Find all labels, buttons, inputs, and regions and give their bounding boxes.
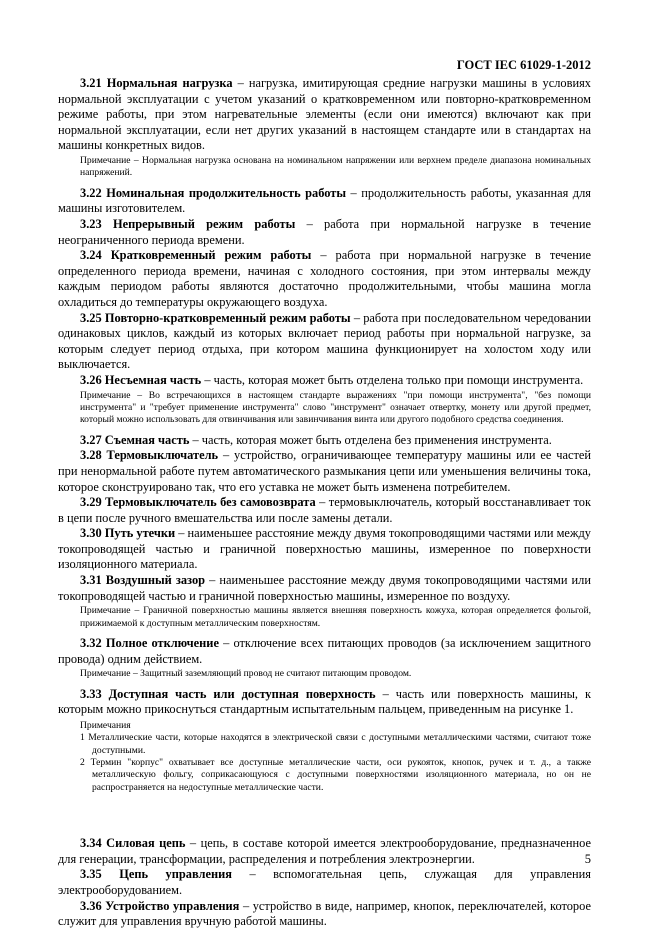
- term-number: 3.33: [80, 686, 102, 701]
- term-definition: – часть или поверхность машины, к которым можно прикоснуться стандартным испытательным пальцем, приведенным на рисунке 1.: [58, 686, 592, 717]
- term-number: 3.30: [80, 526, 102, 541]
- term-title: Доступная часть или доступная поверхность: [108, 686, 376, 701]
- term-definition: – устройство в виде, например, кнопок, переключателей, которое служит для управления вручную работой машины.: [58, 898, 591, 929]
- term-definition: – нагрузка, имитирующая средние нагрузки машины в условиях нормальной эксплуатации с учетом указаний о кратковременном или повторно-кратковременном режиме работы, при этом нагревательные элементы (если они имеются) включают как при нормальной эксплуатации, если нет других указаний в настоящем стандарте или в стандартах на машины конкретных видов.: [58, 76, 591, 153]
- term-title: Повторно-кратковременный режим работы: [104, 310, 351, 325]
- term-3-32: [58, 636, 591, 667]
- term-definition: – продолжительность работы, указанная для машины изготовителем.: [58, 185, 591, 216]
- note-3-32: Примечание – Защитный заземляющий провод не считают питающим проводом.: [80, 668, 412, 680]
- term-number: 3.36: [80, 898, 102, 913]
- term-number: 3.26: [80, 372, 102, 387]
- term-title: Устройство управления: [105, 898, 240, 913]
- term-title: Термовыключатель: [106, 448, 219, 463]
- term-definition: – термовыключатель, который восстанавливает ток в цепи после ручного вмешательства или после замены детали.: [58, 495, 591, 525]
- term-definition: – вспомогательная цепь, служащая для управления электрооборудованием.: [58, 867, 591, 898]
- term-definition: – работа при последовательном чередовании одинаковых циклов, каждый из которых включает период работы при нормальной нагрузке, за которым следует период отдыха, при котором машина функционирует на холостом ходу или выключается.: [58, 310, 592, 372]
- term-number: 3.24: [80, 248, 102, 263]
- term-3-35: [58, 867, 591, 898]
- term-number: 3.34: [80, 836, 102, 851]
- term-number: 3.21: [80, 76, 102, 90]
- term-title: Кратковременный режим работы: [110, 248, 312, 263]
- term-3-34: [58, 836, 591, 867]
- term-3-33: [58, 687, 591, 718]
- term-3-21: [58, 76, 591, 154]
- term-title: Непрерывный режим работы: [112, 216, 296, 231]
- notes-heading: Примечания: [80, 719, 131, 731]
- blank-space: [58, 794, 591, 836]
- note-3-21: Примечание – Нормальная нагрузка основана на номинальном напряжении или верхнем пределе диапазона номинальных напряжений.: [80, 154, 591, 179]
- term-title: Путь утечки: [104, 526, 176, 541]
- term-number: 3.23: [80, 216, 102, 231]
- term-title: Полное отключение: [105, 636, 219, 651]
- term-3-30: [58, 526, 591, 573]
- term-title: Воздушный зазор: [105, 573, 206, 588]
- note-3-31: Примечание – Граничной поверхностью машины является внешняя поверхность кожуха, которая определяется фольгой, прижимаемой к доступным металлическим поверхностям.: [80, 605, 591, 629]
- term-3-27: [58, 433, 591, 449]
- term-title: Съемная часть: [104, 432, 190, 447]
- term-number: 3.27: [80, 432, 102, 447]
- term-definition: – часть, которая может быть отделена только при помощи инструмента.: [201, 372, 584, 387]
- term-title: Термовыключатель без самовозврата: [105, 495, 316, 510]
- term-definition: – наименьшее расстояние между двумя токопроводящими частями или между токопроводящей частью и граничной поверхностью машины, измеренное по поверхности изоляционного материала.: [58, 526, 591, 572]
- term-number: 3.35: [80, 867, 102, 882]
- term-3-23: [58, 217, 591, 248]
- term-number: 3.32: [80, 636, 102, 651]
- term-3-22: [58, 186, 591, 217]
- note-3-26: Примечание – Во встречающихся в настоящем стандарте выражениях "при помощи инструмента", "без помощи инструмента" и "требует применение инструмента" слово "инструмент" означает отвертку, монету или другой предмет, который можно использовать для отвинчивания или завинчивания винта или другого подобного средства соединения.: [80, 389, 591, 426]
- term-3-28: [58, 448, 591, 495]
- term-3-26: [58, 373, 591, 389]
- note-item-1: 1 Металлические части, которые находятся в электрической связи с доступными металлическими частями, считают тоже доступными.: [80, 732, 591, 756]
- standard-header: ГОСТ IEC 61029-1-2012: [456, 58, 591, 72]
- term-title: Нормальная нагрузка: [106, 76, 233, 90]
- term-3-36: [58, 899, 591, 930]
- term-definition: – устройство, ограничивающее температуру машины или ее частей при ненормальной работе путем автоматического размыкания цепи или уменьшения величины тока, которое сконструировано так, что его уставка не может быть изменена потребителем.: [58, 448, 591, 494]
- term-title: Несъемная часть: [104, 372, 202, 387]
- term-number: 3.25: [80, 310, 102, 325]
- term-title: Номинальная продолжительность работы: [106, 185, 347, 200]
- term-3-24: [58, 248, 591, 310]
- term-number: 3.29: [80, 495, 102, 510]
- term-definition: – работа при нормальной нагрузке в течение неограниченного периода времени.: [58, 216, 592, 247]
- term-definition: – часть, которая может быть отделена без применения инструмента.: [189, 432, 552, 447]
- term-3-25: [58, 311, 591, 373]
- term-number: 3.22: [80, 185, 102, 200]
- term-number: 3.31: [80, 573, 102, 588]
- term-definition: – цепь, в составе которой имеется электрооборудование, предназначенное для генерации, трансформации, распределения и потребления электроэнергии.: [58, 836, 591, 866]
- term-definition: – отключение всех питающих проводов (за исключением защитного провода) одним действием.: [58, 636, 591, 666]
- note-item-2: 2 Термин "корпус" охватывает все доступные металлические части, оси рукояток, кнопок, ручек и т. д., а также металлическую фольгу, соприкасающуюся с доступными поверхностями изоляционного материала, но он не распространяется на недоступные металлические части.: [80, 757, 591, 793]
- term-title: Цепь управления: [119, 867, 232, 882]
- term-number: 3.28: [80, 448, 102, 463]
- term-3-31: [58, 573, 591, 604]
- term-definition: – работа при нормальной нагрузке в течение определенного периода времени, начиная с холодного состояния, при этом интервалы между каждым периодом работы являются достаточно продолжительными, чтобы машина могла охладиться до температуры окружающего воздуха.: [58, 248, 591, 309]
- term-definition: – наименьшее расстояние между двумя токопроводящими частями или токопроводящей частью и граничной поверхностью машины, измеренное по воздуху.: [58, 573, 591, 603]
- term-3-29: [58, 495, 591, 526]
- page-number: 5: [584, 852, 591, 866]
- term-title: Силовая цепь: [106, 836, 186, 851]
